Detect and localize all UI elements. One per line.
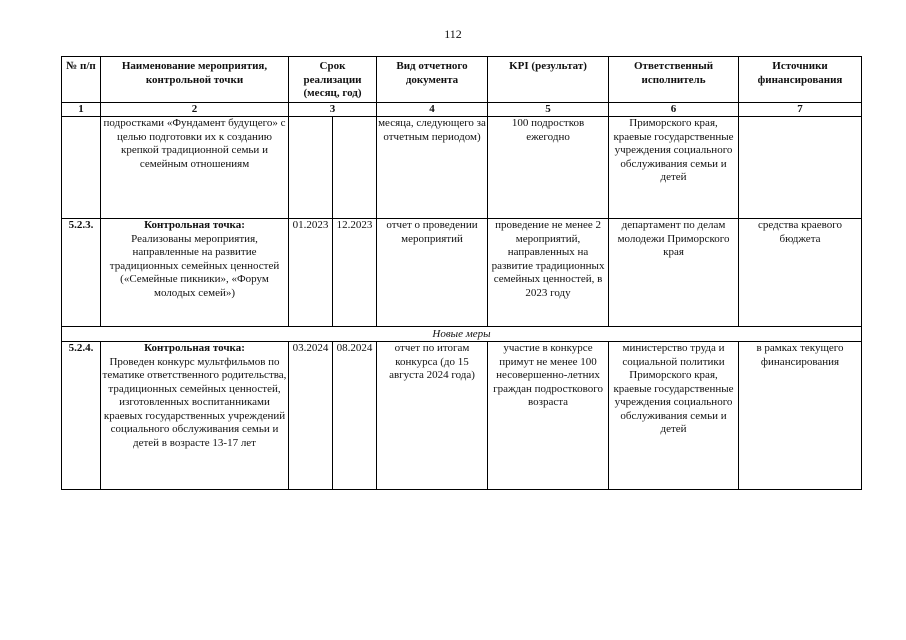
header-period: Срок реализации (месяц, год) xyxy=(289,57,377,103)
row-description: подростками «Фундамент будущего» с целью подготовки их к созданию крепкой традиционной семьи и семейным отношениям xyxy=(103,117,286,170)
control-point-label: Контрольная точка: xyxy=(144,219,245,231)
column-number: 1 xyxy=(62,103,101,117)
row-funding: в рамках текущего финансирования xyxy=(739,342,862,490)
row-description-cell xyxy=(101,342,289,490)
row-report: отчет по итогам конкурса (до 15 августа 2024 года) xyxy=(377,342,488,490)
control-point-label: Контрольная точка: xyxy=(144,342,245,354)
header-executor: Ответственный исполнитель xyxy=(609,57,739,103)
row-end-date xyxy=(333,117,377,219)
row-description-cell xyxy=(101,117,289,219)
row-funding xyxy=(739,117,862,219)
row-number: 5.2.4. xyxy=(62,342,101,490)
row-start-date: 01.2023 xyxy=(289,219,333,327)
row-start-date: 03.2024 xyxy=(289,342,333,490)
row-end-date: 12.2023 xyxy=(333,219,377,327)
row-number xyxy=(62,117,101,219)
row-description-cell xyxy=(101,219,289,327)
column-number: 7 xyxy=(739,103,862,117)
column-number: 5 xyxy=(488,103,609,117)
activities-table xyxy=(61,56,862,490)
section-row xyxy=(62,327,862,342)
row-kpi: участие в конкурсе примут не менее 100 несовершенно-летних граждан подросткового возраста xyxy=(488,342,609,490)
header-report: Вид отчетного документа xyxy=(377,57,488,103)
row-start-date xyxy=(289,117,333,219)
header-row xyxy=(62,57,862,103)
row-executor: Приморского края, краевые государственные учреждения социального обслуживания семьи и детей xyxy=(609,117,739,219)
table-row xyxy=(62,117,862,219)
header-kpi: KPI (результат) xyxy=(488,57,609,103)
table-row xyxy=(62,219,862,327)
column-number: 3 xyxy=(289,103,377,117)
row-kpi: проведение не менее 2 мероприятий, направленных на развитие традиционных семейных ценностей, в 2023 году xyxy=(488,219,609,327)
header-funding: Источники финансирования xyxy=(739,57,862,103)
row-report: отчет о проведении мероприятий xyxy=(377,219,488,327)
table-row xyxy=(62,342,862,490)
row-report: месяца, следующего за отчетным периодом) xyxy=(377,117,488,219)
row-executor: министерство труда и социальной политики Приморского края, краевые государственные учреждения социального обслуживания семьи и детей xyxy=(609,342,739,490)
row-end-date: 08.2024 xyxy=(333,342,377,490)
row-kpi: 100 подростков ежегодно xyxy=(488,117,609,219)
row-number: 5.2.3. xyxy=(62,219,101,327)
header-number: № п/п xyxy=(62,57,101,103)
row-description: Реализованы мероприятия, направленные на развитие традиционных семейных ценностей («Семейные пикники», «Форум молодых семей») xyxy=(109,232,280,299)
column-number: 2 xyxy=(101,103,289,117)
section-title: Новые меры xyxy=(62,327,862,342)
column-numbers-row xyxy=(62,103,862,117)
column-number: 4 xyxy=(377,103,488,117)
page-number: 112 xyxy=(444,27,462,41)
row-description: Проведен конкурс мультфильмов по тематике ответственного родительства, традиционных семейных ценностей, изготовленных воспитанниками краевых государственных учреждений социального обслуживания семьи и детей в возрасте 13-17 лет xyxy=(102,355,287,449)
row-executor: департамент по делам молодежи Приморского края xyxy=(609,219,739,327)
header-name: Наименование мероприятия, контрольной точки xyxy=(101,57,289,103)
column-number: 6 xyxy=(609,103,739,117)
row-funding: средства краевого бюджета xyxy=(739,219,862,327)
